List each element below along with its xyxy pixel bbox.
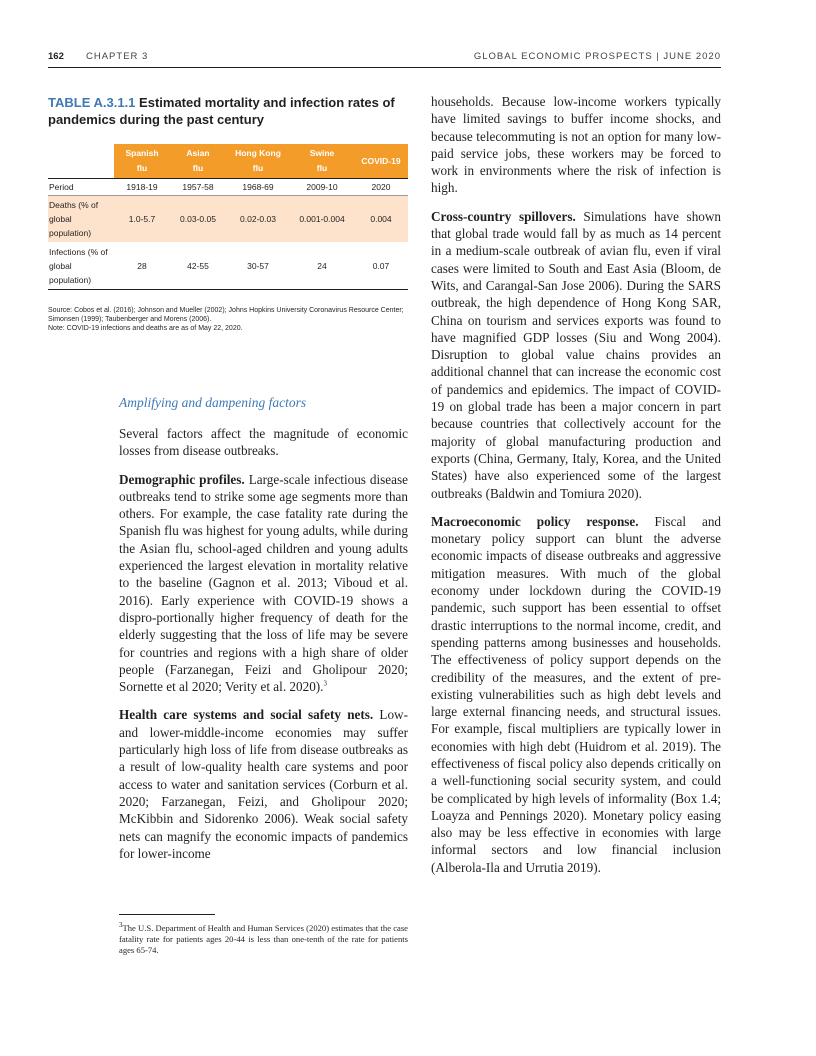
page-number: 162 bbox=[48, 51, 64, 62]
health-paragraph bbox=[119, 706, 408, 862]
table-cell: 0.03-0.05 bbox=[170, 196, 226, 243]
demographic-heading: Demographic profiles. bbox=[119, 471, 245, 487]
health-text: Low- and lower-middle-income economies may suffer particularly high loss of life from disease outbreaks as a result of low-quality health care systems and poor access to water and sanitation services (Corburn et al. 2020; Farzanegan, Feizi, and Gholipour 2020; McKibbin and Sidorenko 2006). Weak social safety nets can magnify the economic impacts of pandemics for lower-income bbox=[119, 707, 408, 861]
continuation-paragraph: households. Because low-income workers typically have limited savings to buffer income shocks, and because telecommuting is not an option for many low-paid service jobs, these workers may be forced to work in environments where the risk of infection is high. bbox=[431, 94, 721, 196]
table-cell: 1918-19 bbox=[114, 179, 170, 196]
column-header: Spanish flu bbox=[114, 144, 170, 179]
macro-heading: Macroeconomic policy response. bbox=[431, 513, 639, 529]
row-label: Deaths (% of global population) bbox=[48, 196, 114, 243]
table-title bbox=[48, 94, 413, 128]
spillover-paragraph bbox=[431, 208, 721, 502]
table-notes bbox=[48, 306, 408, 333]
column-header: Asian flu bbox=[170, 144, 226, 179]
table-cell: 30-57 bbox=[226, 242, 290, 290]
table-cell: 1.0-5.7 bbox=[114, 196, 170, 243]
footnote-number: 3 bbox=[119, 921, 123, 930]
chapter-label: CHAPTER 3 bbox=[86, 51, 149, 62]
table-cell: 24 bbox=[290, 242, 354, 290]
intro-paragraph: Several factors affect the magnitude of economic losses from disease outbreaks. bbox=[119, 426, 408, 459]
footnote-text: The U.S. Department of Health and Human Services (2020) estimates that the case fatality rate for patients ages 20-44 is less than one-tenth of the rate for patients ages 65-74. bbox=[119, 923, 408, 956]
header-rule bbox=[48, 67, 721, 68]
publication-title: GLOBAL ECONOMIC PROSPECTS | JUNE 2020 bbox=[473, 51, 721, 62]
running-header bbox=[48, 51, 721, 65]
table-header-row bbox=[48, 144, 408, 179]
left-column bbox=[119, 394, 408, 873]
footnote bbox=[119, 923, 408, 957]
demographic-paragraph bbox=[119, 471, 408, 696]
row-label: Period bbox=[48, 179, 114, 196]
table-cell: 1957-58 bbox=[170, 179, 226, 196]
right-column bbox=[431, 93, 721, 887]
spillover-heading: Cross-country spillovers. bbox=[431, 208, 576, 224]
table-row bbox=[48, 179, 408, 196]
macro-text: Fiscal and monetary policy support can blunt the adverse economic impacts of disease outbreaks and aggressive mitigation measures. With much of the global economy under lockdown during the COVID-19 pandemic, such support has been essential to offset drastic interruptions to the normal income, credit, and spending patterns among businesses and households. The effectiveness of policy support depends on the credibility of the measures, and the extent of pre-existing vulnerabilities such as high debt levels and large external financing needs, and structural issues. For example, fiscal multipliers are typically lower in economies with high debt (Huidrom et al. 2019). The effectiveness of fiscal policy also depends critically on a well-functioning social security system, and could be complicated by high levels of informality (Box 1.4; Loayza and Pennings 2020). Monetary policy easing also may be less effective in economies with large informal sectors and low financial inclusion (Alberola-Ila and Urrutia 2019). bbox=[431, 513, 722, 875]
table-row bbox=[48, 242, 408, 290]
section-heading: Amplifying and dampening factors bbox=[119, 395, 307, 410]
demographic-text: Large-scale infectious disease outbreaks tend to strike some age segments more than others. For example, the case fatality rate during the Spanish flu was highest for young adults, while during the Asian flu, school-aged children and young adults experienced the largest elevation in mortality relative to the baseline (Gagnon et al. 2013; Viboud et al. 2016). Early experience with COVID-19 shows a dispro-portionally higher frequency of death for the elderly suggesting that the loss of life may be severe for countries and regions with a high share of older people (Farzanegan, Feizi and Gholipour 2020; Sornette et al 2020; Verity et al. 2020). bbox=[119, 471, 409, 695]
table-label: TABLE A.3.1.1 bbox=[48, 95, 136, 110]
column-header: Swine flu bbox=[290, 144, 354, 179]
column-header: COVID-19 bbox=[354, 144, 408, 179]
table-note: Note: COVID-19 infections and deaths are as of May 22, 2020. bbox=[48, 325, 243, 332]
table-cell: 0.02-0.03 bbox=[226, 196, 290, 243]
spillover-text: Simulations have shown that global trade would fall by as much as 14 percent in a medium-scale outbreak of avian flu, even if viral cases were limited to South and East Asia (Bloom, de Wits, and Carangal-San Jose 2006). During the SARS outbreak, the high dependence of Hong Kong SAR, China on tourism and services exports was found to have magnified GDP losses (Siu and Wong 2004). Disruption to global value chains provides an additional channel that can increase the economic cost of pandemics and epidemics. The impact of COVID-19 on global trade has been a major concern in part because countries that collectively account for the majority of global manufacturing production and exports (China, Germany, Italy, Korea, and the United States) have also experienced some of the largest outbreaks (Baldwin and Tomiura 2020). bbox=[431, 208, 721, 501]
table-cell: 2009-10 bbox=[290, 179, 354, 196]
health-heading: Health care systems and social safety nets. bbox=[119, 707, 374, 723]
table-cell: 1968-69 bbox=[226, 179, 290, 196]
macro-paragraph bbox=[431, 513, 721, 876]
pandemic-table bbox=[48, 144, 408, 290]
table-source: Source: Cobos et al. (2016); Johnson and Mueller (2002); Johns Hopkins University Coronavirus Resource Center; Simonsen (1999); Taubenberger and Morens (2006). bbox=[48, 307, 404, 323]
table-header-blank bbox=[48, 144, 114, 179]
table-cell: 0.004 bbox=[354, 196, 408, 243]
footnote-ref[interactable]: 3 bbox=[323, 679, 327, 688]
table-cell: 28 bbox=[114, 242, 170, 290]
column-header: Hong Kong flu bbox=[226, 144, 290, 179]
row-label: Infections (% of global population) bbox=[48, 242, 114, 290]
table-cell: 2020 bbox=[354, 179, 408, 196]
footnote-rule bbox=[119, 914, 215, 915]
table-cell: 0.07 bbox=[354, 242, 408, 290]
table-cell: 42-55 bbox=[170, 242, 226, 290]
table-title-text: Estimated mortality and infection rates of pandemics during the past century bbox=[48, 95, 395, 127]
table-cell: 0.001-0.004 bbox=[290, 196, 354, 243]
table-row bbox=[48, 196, 408, 243]
